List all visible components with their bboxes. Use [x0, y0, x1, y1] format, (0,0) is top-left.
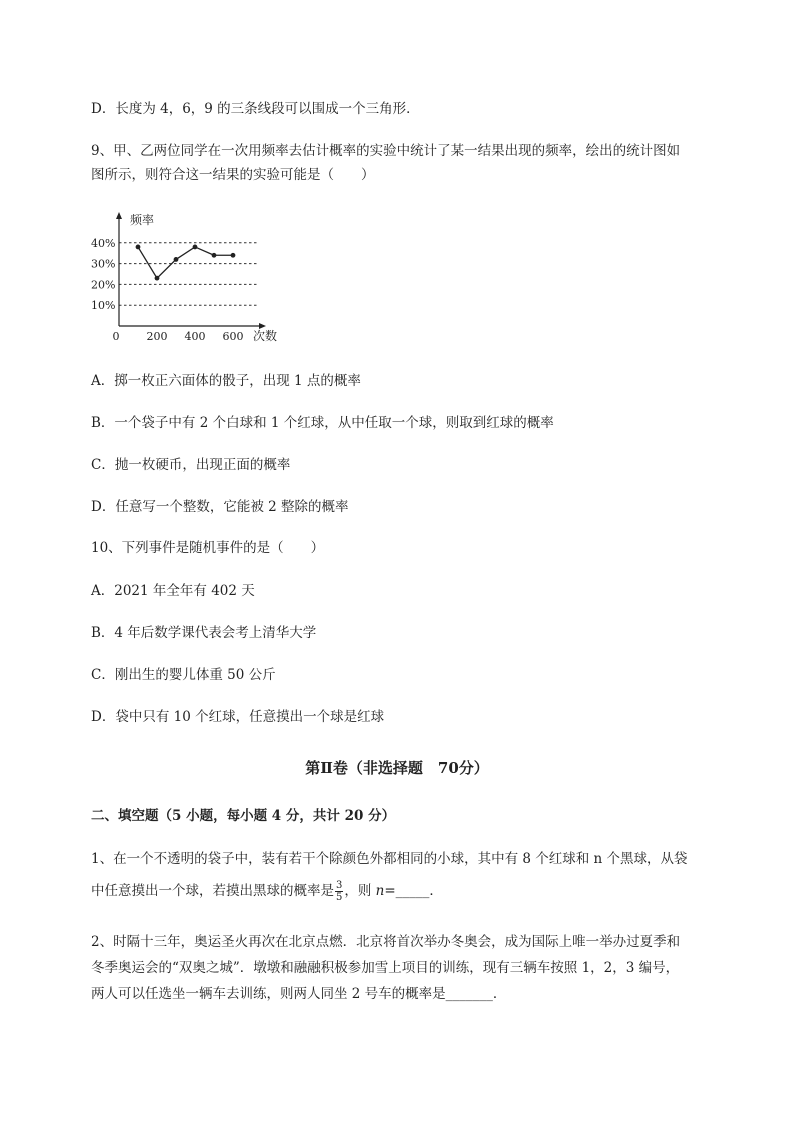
- fill1-line2-mid: ，则: [344, 883, 376, 899]
- data-point: [231, 253, 236, 258]
- fill1-line1: 1、在一个不透明的袋子中，装有若干个除颜色外都相同的小球，其中有 8 个红球和 n 个黑球，从袋: [91, 851, 688, 867]
- data-point: [193, 245, 198, 250]
- y-tick-label: 40%: [91, 236, 116, 250]
- fill2-line3: 两人可以任选坐一辆车去训练，则两人同坐 2 号车的概率是_______．: [91, 986, 507, 1002]
- x-tick-label: 200: [146, 330, 168, 343]
- q9-stem-line1: 9、甲、乙两位同学在一次用频率去估计概率的实验中统计了某一结果出现的频率，绘出的统计图如: [91, 143, 681, 159]
- probability-fraction: [335, 880, 343, 903]
- q10-option-c: C．刚出生的婴儿体重 50 公斤: [91, 667, 276, 683]
- fill1-line2-post: =_____．: [384, 883, 443, 899]
- fraction-numerator: 3: [336, 880, 343, 891]
- q10-option-d: D．袋中只有 10 个红球，任意摸出一个球是红球: [91, 709, 385, 725]
- y-axis-arrow: [116, 212, 122, 219]
- fill2-line1: 2、时隔十三年，奥运圣火再次在北京点燃．北京将首次举办冬奥会，成为国际上唯一举办过夏季和: [91, 934, 681, 950]
- data-point: [212, 253, 217, 258]
- q9-stem-line2: 图所示，则符合这一结果的实验可能是（ ）: [91, 167, 375, 183]
- q10-option-b: B．4 年后数学课代表会考上清华大学: [91, 625, 317, 641]
- y-axis-label: 频率: [130, 213, 155, 227]
- part2-title: 第Ⅱ卷（非选择题 70分）: [305, 759, 489, 777]
- data-point: [174, 257, 179, 262]
- x-tick-label: 0: [112, 330, 120, 343]
- y-tick-label: 20%: [91, 278, 116, 292]
- fill1-line2: [91, 880, 443, 903]
- x-tick-label: 400: [184, 330, 206, 343]
- chart-axes: [116, 212, 266, 329]
- q10-option-a: A．2021 年全年有 402 天: [91, 583, 255, 599]
- q8-option-d: D．长度为 4，6，9 的三条线段可以围成一个三角形．: [91, 101, 420, 117]
- series-line: [138, 247, 233, 278]
- q9-option-d: D．任意写一个整数，它能被 2 整除的概率: [91, 499, 349, 515]
- y-tick-label: 10%: [91, 299, 116, 313]
- fill1-variable: n: [375, 883, 385, 899]
- x-axis-label: 次数: [253, 329, 278, 343]
- section2-title: 二、填空题（5 小题，每小题 4 分，共计 20 分）: [91, 808, 396, 824]
- chart-grid: [119, 243, 258, 305]
- x-tick-label: 600: [222, 330, 244, 343]
- data-point: [136, 245, 141, 250]
- frequency-line-chart: [86, 208, 286, 348]
- fraction-denominator: 5: [336, 892, 343, 903]
- y-tick-label: 30%: [91, 257, 116, 271]
- fill1-line2-pre: 中任意摸出一个球，若摸出黑球的概率是: [91, 883, 334, 899]
- q10-stem: 10、下列事件是随机事件的是（ ）: [91, 540, 325, 556]
- q9-option-a: A．掷一枚正六面体的骰子，出现 1 点的概率: [91, 373, 361, 389]
- data-point: [155, 276, 160, 281]
- q9-option-c: C．抛一枚硬币，出现正面的概率: [91, 457, 291, 473]
- fill2-line2: 冬季奥运会的“双奥之城”．墩墩和融融积极参加雪上项目的训练，现有三辆车按照 1，2，3 编号，: [91, 960, 680, 976]
- q9-option-b: B．一个袋子中有 2 个白球和 1 个红球，从中任取一个球，则取到红球的概率: [91, 415, 554, 431]
